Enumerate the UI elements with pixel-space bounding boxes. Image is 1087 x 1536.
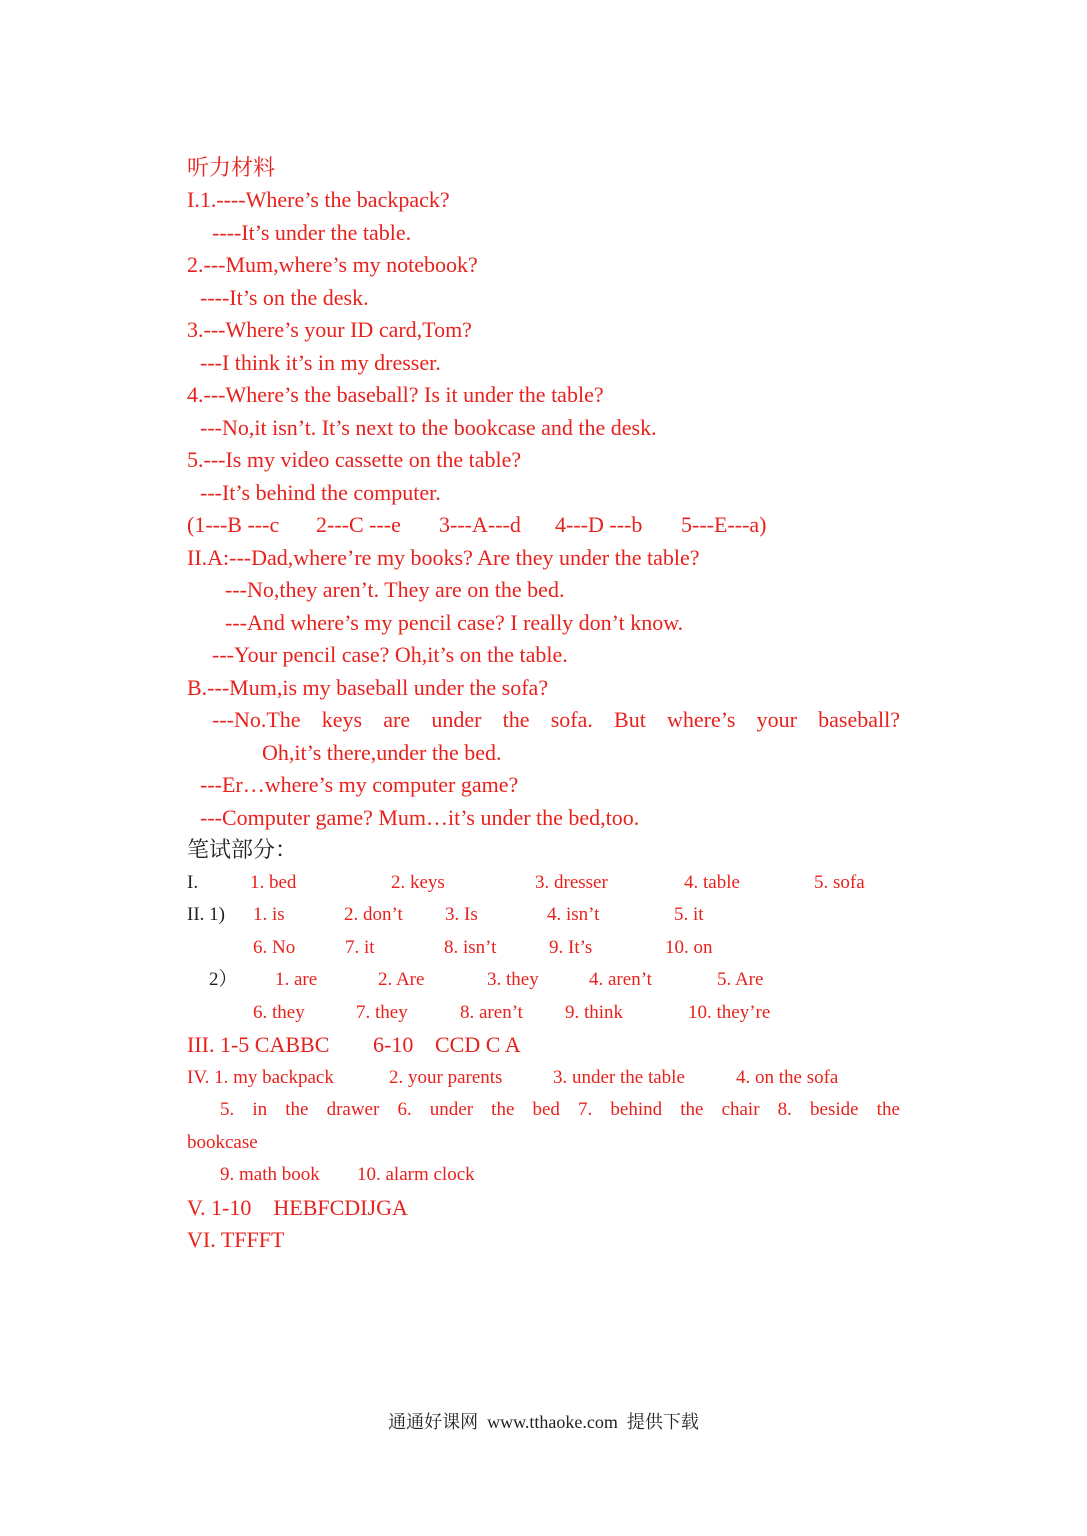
dialogue-line: ---Your pencil case? Oh,it’s on the table. — [212, 642, 568, 667]
answer-item: 3. under the table — [553, 1067, 685, 1088]
answer-item: 1. bed — [250, 872, 297, 893]
listening-line: 4.---Where’s the baseball? Is it under the table? — [187, 382, 604, 407]
dialogue-line: Oh,it’s there,under the bed. — [262, 740, 502, 765]
answer-item: 8. isn’t — [444, 937, 497, 958]
answer-item: 1. is — [253, 904, 285, 925]
dialogue-line: ---Er…where’s my computer game? — [200, 772, 519, 797]
listening-line: ---I think it’s in my dresser. — [200, 350, 441, 375]
word: behind — [610, 1099, 663, 1120]
listening-line: ----It’s on the desk. — [200, 285, 369, 310]
word: beside — [810, 1099, 859, 1120]
dialogue-line: ---And where’s my pencil case? I really don’t know. — [225, 610, 684, 635]
word: are — [383, 707, 411, 732]
match-item: 5---E---a) — [681, 512, 767, 537]
dialogue-line: ---No,they aren’t. They are on the bed. — [225, 577, 565, 602]
dialogue-line: B.---Mum,is my baseball under the sofa? — [187, 675, 549, 700]
word: 5. — [220, 1099, 235, 1120]
word: in — [252, 1099, 268, 1120]
word: ---No.The — [212, 707, 301, 732]
answer-item: 6-10 — [373, 1032, 414, 1057]
word: under — [431, 707, 482, 732]
answer-item: 2. keys — [391, 872, 445, 893]
answer-item: 4. on the sofa — [736, 1067, 839, 1088]
section-4-row-2 — [220, 1096, 900, 1124]
answer-item: III. 1-5 CABBC — [187, 1032, 330, 1057]
section-label: I. — [187, 872, 199, 893]
word: your — [756, 707, 797, 732]
answer-item: 4. aren’t — [589, 969, 652, 990]
word: the — [876, 1099, 900, 1120]
answer-item: bookcase — [187, 1132, 258, 1153]
match-item: 4---D ---b — [555, 512, 643, 537]
match-item: (1---B ---c — [187, 512, 280, 537]
match-item: 3---A---d — [439, 512, 521, 537]
answer-item: CCD C A — [435, 1032, 521, 1057]
section-label: 2） — [209, 969, 238, 990]
word: drawer — [326, 1099, 380, 1120]
listening-line: 3.---Where’s your ID card,Tom? — [187, 317, 472, 342]
answer-item: 10. alarm clock — [357, 1164, 475, 1185]
word: the — [285, 1099, 309, 1120]
section-label: II. 1) — [187, 904, 225, 925]
answer-item: 5. sofa — [814, 872, 865, 893]
section-6-answers: VI. TFFFT — [187, 1227, 285, 1252]
answer-item: 10. they’re — [688, 1002, 771, 1023]
page-footer: 通通好课网 www.tthaoke.com 提供下载 — [388, 1412, 699, 1432]
answer-item: 9. math book — [220, 1164, 320, 1185]
dialogue-line: II.A:---Dad,where’re my books? Are they under the table? — [187, 545, 700, 570]
word: where’s — [667, 707, 736, 732]
answer-item: 7. it — [345, 937, 375, 958]
answer-item: 10. on — [665, 937, 713, 958]
dialogue-justified-line — [212, 706, 900, 734]
word: But — [614, 707, 646, 732]
answer-item: 5. it — [674, 904, 704, 925]
listening-line: ---It’s behind the computer. — [200, 480, 441, 505]
word: 6. — [397, 1099, 412, 1120]
word: sofa. — [550, 707, 593, 732]
written-heading: 笔试部分： — [187, 837, 298, 862]
answer-item: 8. aren’t — [460, 1002, 523, 1023]
listening-line: 5.---Is my video cassette on the table? — [187, 447, 522, 472]
word: 8. — [777, 1099, 792, 1120]
word: baseball? — [818, 707, 900, 732]
answer-item: 2. don’t — [344, 904, 403, 925]
word: 7. — [578, 1099, 593, 1120]
answer-item: 3. dresser — [535, 872, 608, 893]
word: bed — [532, 1099, 560, 1120]
answer-item: IV. 1. my backpack — [187, 1067, 334, 1088]
section-5-answers: V. 1-10 HEBFCDIJGA — [187, 1195, 408, 1220]
answer-item: 3. they — [487, 969, 539, 990]
answer-item: 6. No — [253, 937, 296, 958]
answer-item: 6. they — [253, 1002, 305, 1023]
answer-item: 4. table — [684, 872, 740, 893]
match-item: 2---C ---e — [316, 512, 401, 537]
word: chair — [721, 1099, 760, 1120]
dialogue-line: ---Computer game? Mum…it’s under the bed,too. — [200, 805, 640, 830]
word: under — [429, 1099, 474, 1120]
answer-item: 2. your parents — [389, 1067, 503, 1088]
listening-heading: 听力材料 — [187, 155, 276, 180]
answer-item: 4. isn’t — [547, 904, 600, 925]
word: keys — [321, 707, 363, 732]
listening-line: 2.---Mum,where’s my notebook? — [187, 252, 478, 277]
answer-item: 9. think — [565, 1002, 624, 1023]
answer-item: 9. It’s — [549, 937, 593, 958]
listening-line: ---No,it isn’t. It’s next to the bookcase and the desk. — [200, 415, 657, 440]
answer-item: 5. Are — [717, 969, 764, 990]
listening-line: ----It’s under the table. — [212, 220, 412, 245]
word: the — [491, 1099, 515, 1120]
answer-item: 3. Is — [445, 904, 478, 925]
answer-item: 7. they — [356, 1002, 408, 1023]
word: the — [680, 1099, 704, 1120]
word: the — [502, 707, 530, 732]
answer-item: 2. Are — [378, 969, 425, 990]
listening-line: I.1.----Where’s the backpack? — [187, 187, 450, 212]
answer-item: 1. are — [275, 969, 318, 990]
